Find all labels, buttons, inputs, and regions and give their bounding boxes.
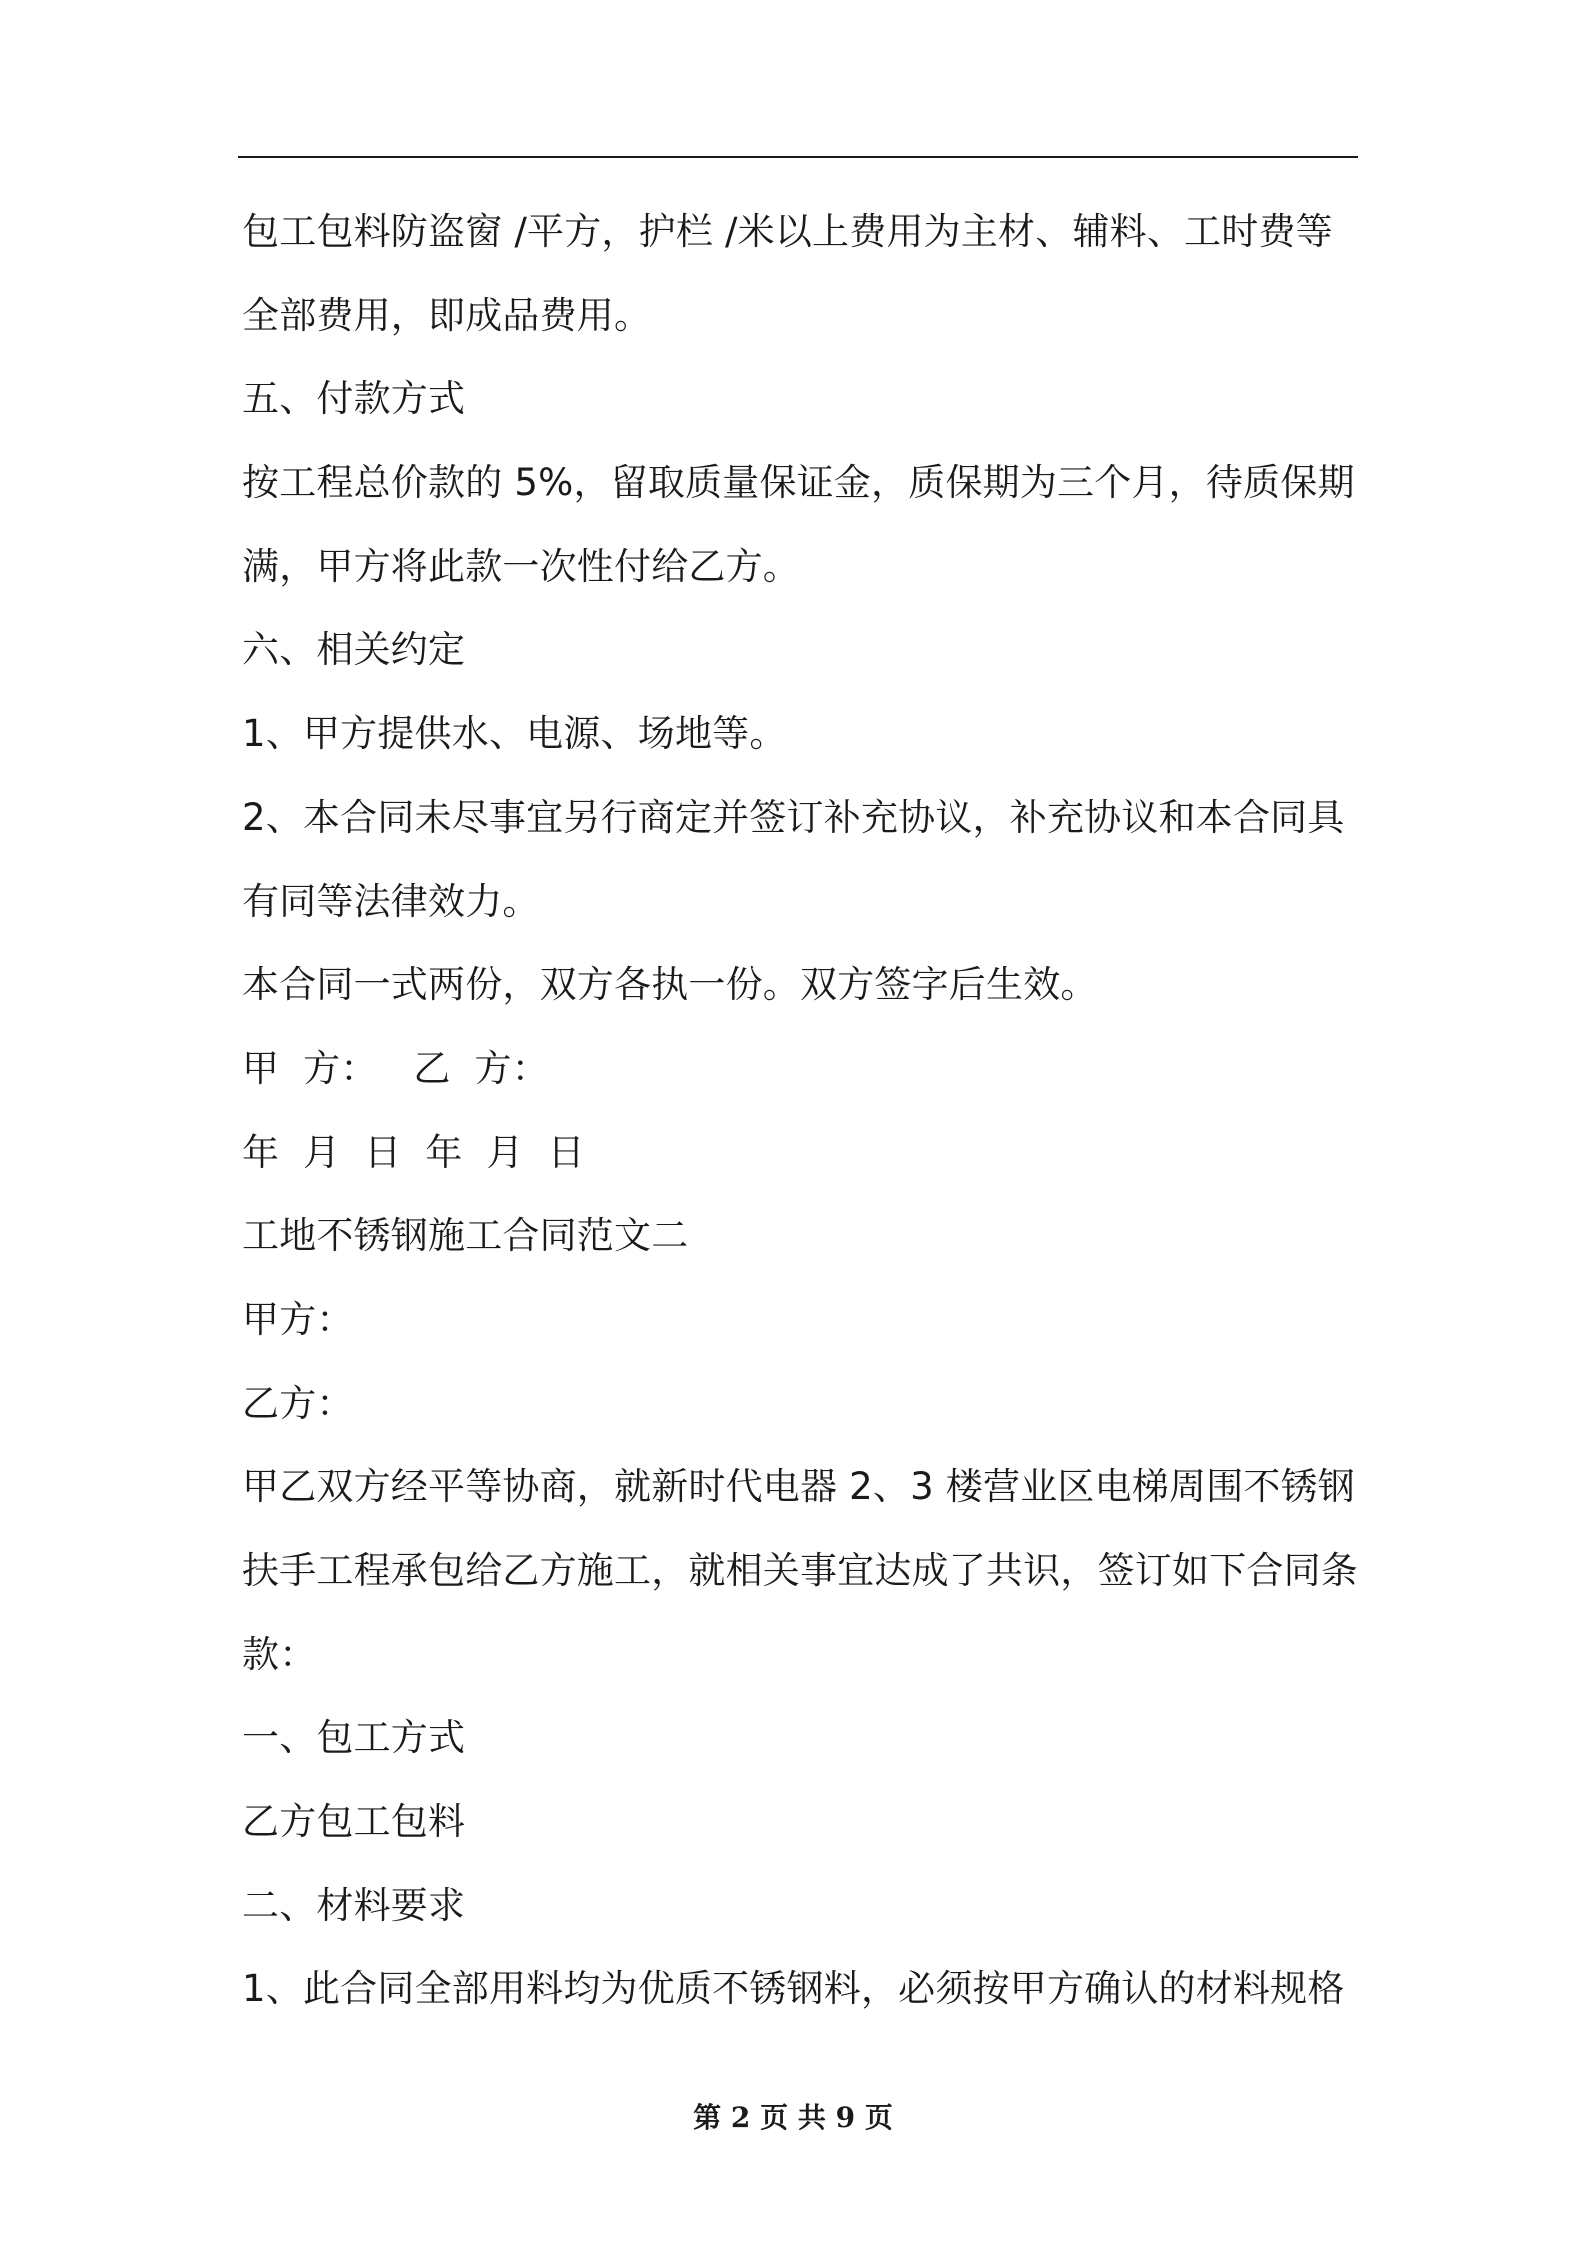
body-line: 1、此合同全部用料均为优质不锈钢料，必须按甲方确认的材料规格 <box>242 1967 1345 2011</box>
body-line: 包工包料防盗窗 /平方，护栏 /米以上费用为主材、辅料、工时费等 <box>242 210 1333 253</box>
body-line: 甲乙双方经平等协商，就新时代电器 2、3 楼营业区电梯周围不锈钢 <box>242 1465 1356 1509</box>
header-rule <box>238 156 1358 158</box>
document-body <box>242 190 1362 2031</box>
body-line: 2、本合同未尽事宜另行商定并签订补充协议，补充协议和本合同具 <box>242 795 1345 839</box>
body-line: 本合同一式两份，双方各执一份。双方签字后生效。 <box>242 963 1098 1007</box>
party-a-label: 甲方： <box>242 1297 354 1341</box>
body-line: 款： <box>242 1632 317 1676</box>
section-heading-payment: 五、付款方式 <box>242 377 466 421</box>
page-number: 第 2 页 共 9 页 <box>693 2101 893 2134</box>
body-line: 有同等法律效力。 <box>242 879 540 923</box>
section-heading-contract-method: 一、包工方式 <box>242 1716 466 1760</box>
signature-parties-line: 甲 方： 乙 方： <box>242 1046 549 1090</box>
body-line: 按工程总价款的 5%，留取质量保证金，质保期为三个月，待质保期 <box>242 461 1355 505</box>
section-heading-agreements: 六、相关约定 <box>242 628 466 672</box>
section-heading-material: 二、材料要求 <box>242 1883 466 1927</box>
signature-date-line: 年 月 日 年 月 日 <box>242 1130 585 1174</box>
body-line: 1、甲方提供水、电源、场地等。 <box>242 712 787 756</box>
body-line: 扶手工程承包给乙方施工，就相关事宜达成了共识，签订如下合同条 <box>242 1549 1358 1592</box>
party-b-label: 乙方： <box>242 1381 354 1425</box>
body-line: 全部费用，即成品费用。 <box>242 293 652 337</box>
body-line: 满，甲方将此款一次性付给乙方。 <box>242 544 800 588</box>
contract-title-two: 工地不锈钢施工合同范文二 <box>242 1214 689 1258</box>
body-line: 乙方包工包料 <box>242 1800 466 1844</box>
